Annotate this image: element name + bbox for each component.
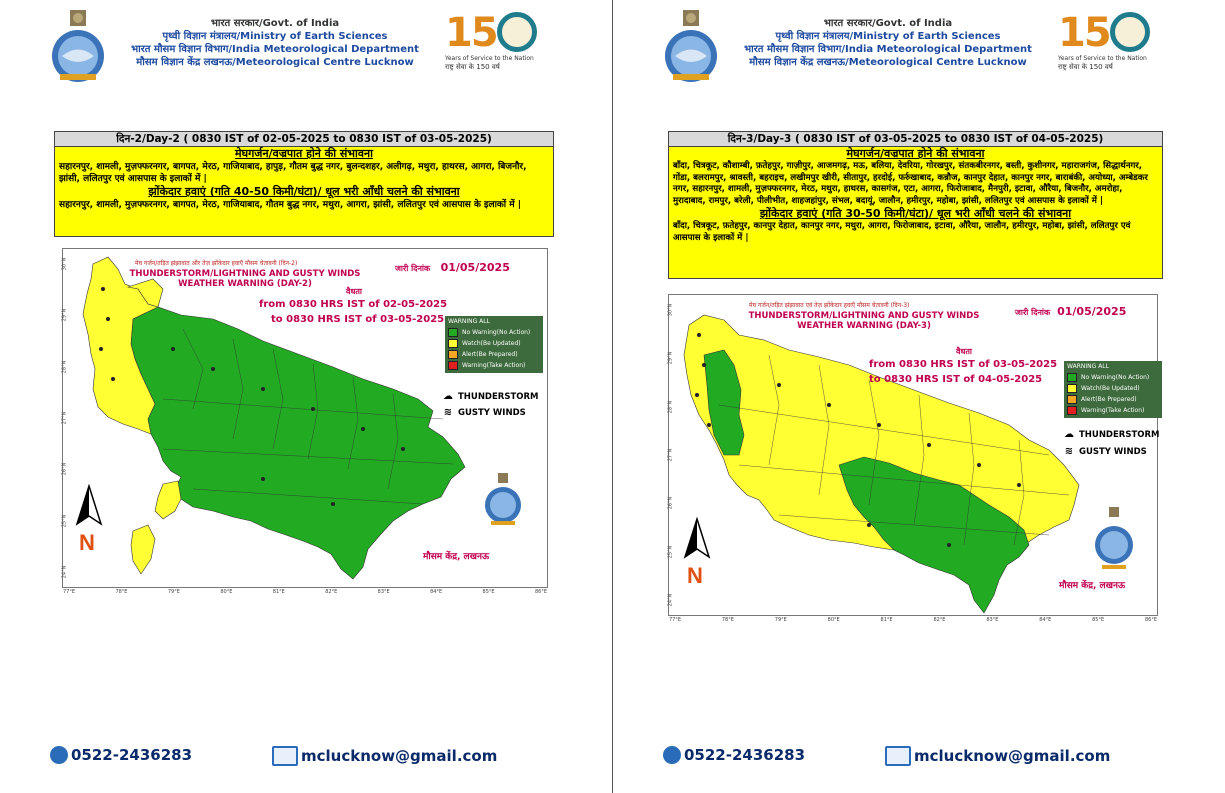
thunderstorm-section-title: मेघगर्जन/वज्रपात होने की संभावना <box>235 147 373 160</box>
issued-label: जारी दिनांक <box>1015 308 1051 317</box>
header-govt: भारत सरकार/Govt. of India <box>210 18 340 29</box>
y-tick-label: 24°N <box>667 593 674 607</box>
office-emblem-icon <box>1094 505 1134 575</box>
mail-icon <box>885 746 911 766</box>
legend-item-warning: Warning(Take Action) <box>1067 405 1159 416</box>
y-tick-label: 25°N <box>667 545 674 558</box>
y-tick-label: 26°N <box>667 497 674 510</box>
map-english-title: THUNDERSTORM/LIGHTNING AND GUSTY WINDS WEATHER WARNING (DAY-3) <box>748 311 980 331</box>
office-label: मौसम केंद्र, लखनऊ <box>1059 581 1126 591</box>
x-tick-label: 86°E <box>535 589 548 595</box>
gusty-winds-symbol: ≋ GUSTY WINDS <box>1062 446 1147 457</box>
issued-label: जारी दिनांक <box>395 264 431 273</box>
badge-sub-hi: राष्ट्र सेवा के 150 वर्ष <box>445 63 500 71</box>
validity-to-date: 04-05-2025 <box>978 374 1043 385</box>
header-imd: भारत मौसम विज्ञान विभाग/India Meteorological Department <box>131 44 419 55</box>
x-tick-label: 86°E <box>1145 617 1158 623</box>
header-text <box>733 17 1043 69</box>
map-region-yellow-lalitpur <box>131 525 155 574</box>
y-tick-label: 27°N <box>667 448 674 462</box>
north-arrow-icon <box>679 517 715 587</box>
warning-title: दिन-2/Day-2 ( 0830 IST of 02-05-2025 to 0830 IST of 03-05-2025) <box>55 132 553 147</box>
imd-150-badge: 15 Years of Service to the Nation राष्ट्र सेवा के 150 वर्ष <box>445 12 545 80</box>
y-tick-label: 27°N <box>61 411 68 425</box>
office-label: मौसम केंद्र, लखनऊ <box>423 552 490 562</box>
thunderstorm-symbol: ☁ THUNDERSTORM <box>443 391 539 402</box>
map-region-yellow-south <box>155 481 181 519</box>
x-tick-label: 85°E <box>482 589 495 595</box>
warning-legend <box>445 316 543 373</box>
warning-map-day-3 <box>667 294 1160 623</box>
legend-item-alert: Alert(Be Prepared) <box>448 349 540 360</box>
x-tick-label: 82°E <box>325 589 338 595</box>
warning-legend <box>1064 361 1162 418</box>
x-tick-label: 79°E <box>774 617 787 623</box>
x-tick-label: 83°E <box>377 589 390 595</box>
legend-item-warning: Warning(Take Action) <box>448 360 540 371</box>
legend-item-no-warning: No Warning(No Action) <box>448 327 540 338</box>
issued-date: 01/05/2025 <box>440 261 510 274</box>
legend-title: WARNING ALL <box>448 318 490 325</box>
y-tick-label: 24°N <box>61 565 68 579</box>
gusty-districts: सहारनपुर, शामली, मुज़फ्फरनगर, बागपत, मेरठ, गाजियाबाद, गौतम बुद्ध नगर, मथुरा, आगरा, झांसी, ललितपुर एवं आसपास के इलाकों में | <box>59 200 522 210</box>
warning-title: दिन-3/Day-3 ( 0830 IST of 03-05-2025 to 0830 IST of 04-05-2025) <box>669 132 1162 147</box>
badge-sub-hi: राष्ट्र सेवा के 150 वर्ष <box>1058 63 1113 71</box>
x-tick-label: 80°E <box>220 589 233 595</box>
email-address[interactable]: mclucknow@gmail.com <box>914 747 1111 765</box>
header-ministry: पृथ्वी विज्ञान मंत्रालय/Ministry of Earth Sciences <box>162 31 388 42</box>
x-tick-label: 85°E <box>1092 617 1105 623</box>
x-tick-label: 81°E <box>272 589 285 595</box>
footer-phone <box>663 746 805 764</box>
imd-emblem <box>663 8 719 84</box>
north-arrow-icon <box>71 484 107 554</box>
issued-date-line <box>1015 305 1126 318</box>
validity-block <box>869 347 1059 387</box>
badge-sub-en: Years of Service to the Nation <box>445 55 534 62</box>
wind-icon: ≋ <box>443 407 453 418</box>
validity-from: from 0830 HRS IST of <box>259 299 380 310</box>
x-tick-label: 77°E <box>669 617 682 623</box>
footer-email <box>885 746 1110 766</box>
y-tick-label: 28°N <box>61 360 68 373</box>
svg-text:N: N <box>79 530 95 554</box>
x-tick-label: 79°E <box>167 589 180 595</box>
x-tick-label: 78°E <box>721 617 734 623</box>
thunderstorm-districts: सहारनपुर, शामली, मुज़फ्फरनगर, बागपत, मेरठ, गाजियाबाद, हापुड़, गौतम बुद्ध नगर, बुलन्दशहर, अलीगढ़, मथुरा, हाथरस, आगरा, बिजनौर, झांसी, ललितपुर एवं आसपास के इलाकों में | <box>59 162 527 184</box>
thunderstorm-section-title: मेघगर्जन/वज्रपात होने की संभावना <box>846 147 985 160</box>
validity-to: to 0830 HRS IST of <box>869 374 975 385</box>
header-centre: मौसम विज्ञान केंद्र लखनऊ/Meteorological Centre Lucknow <box>136 57 414 68</box>
issued-date: 01/05/2025 <box>1057 305 1127 318</box>
imd-150-badge: 15 Years of Service to the Nation राष्ट्र सेवा के 150 वर्ष <box>1058 12 1158 80</box>
y-tick-label: 30°N <box>667 303 674 317</box>
validity-label: वैधता <box>346 287 362 296</box>
validity-block <box>259 287 449 327</box>
issued-date-line <box>395 261 510 274</box>
validity-from-date: 03-05-2025 <box>993 359 1058 370</box>
map-region-green <box>131 307 465 579</box>
warning-map-day-2 <box>61 248 548 595</box>
thunderstorm-symbol: ☁ THUNDERSTORM <box>1064 429 1160 440</box>
warning-text-box <box>54 131 554 237</box>
validity-to: to 0830 HRS IST of <box>271 314 377 325</box>
legend-title: WARNING ALL <box>1067 363 1109 370</box>
legend-item-no-warning: No Warning(No Action) <box>1067 372 1159 383</box>
y-tick-label: 30°N <box>61 257 68 271</box>
phone-number: 0522-2436283 <box>71 746 193 764</box>
office-emblem-icon <box>483 471 523 531</box>
legend-item-alert: Alert(Be Prepared) <box>1067 394 1159 405</box>
thunderstorm-districts: बाँदा, चित्रकूट, कौशाम्बी, फ़तेहपुर, गाज़ीपुर, आजमगढ़, मऊ, बलिया, देवरिया, गोरखपुर, संतकबीरनगर, बस्ती, कुशीनगर, महाराजगंज, सिद्धार्थनगर, गोंडा, बलरामपुर, श्रावस्ती, बहराइच, लखीमपुर खीरी, सीतापुर, हरदोई, फर्रुखाबाद, कन्नौज, कानपुर देहात, कानपुर नगर, बाराबंकी, अयोध्या, अम्बेडकर नगर, सहारनपुर, शामली, मुज़फ्फरनगर, मेरठ, मथुरा, हाथरस, कासगंज, एटा, आगरा, फिरोजाबाद, मैनपुरी, इटावा, औरैया, बिजनौर, अमरोहा, मुरादाबाद, रामपुर, बरेली, पीलीभीत, शाहजहांपुर, संभल, बदायूं, जालौन, हमीरपुर, महोबा, झांसी, ललितपुर एवं आसपास के इलाकों में | <box>673 161 1148 206</box>
email-address[interactable]: mclucknow@gmail.com <box>301 747 498 765</box>
page-day-3 <box>613 0 1225 793</box>
imd-emblem <box>50 8 106 84</box>
validity-from-date: 02-05-2025 <box>383 299 448 310</box>
x-tick-label: 84°E <box>1039 617 1052 623</box>
gusty-districts: बाँदा, चित्रकूट, फ़तेहपुर, कानपुर देहात, कानपुर नगर, मथुरा, आगरा, फिरोजाबाद, इटावा, औरैया, जालौन, हमीरपुर, महोबा, झांसी, ललितपुर एवं आसपास के इलाकों में | <box>673 221 1131 243</box>
x-tick-label: 82°E <box>933 617 946 623</box>
header-centre: मौसम विज्ञान केंद्र लखनऊ/Meteorological Centre Lucknow <box>749 57 1027 68</box>
x-tick-label: 78°E <box>115 589 128 595</box>
validity-to-date: 03-05-2025 <box>380 314 445 325</box>
x-tick-label: 80°E <box>827 617 840 623</box>
x-tick-label: 83°E <box>986 617 999 623</box>
y-tick-label: 29°N <box>667 352 674 365</box>
y-tick-label: 25°N <box>61 514 68 527</box>
footer-email <box>272 746 497 766</box>
cloud-lightning-icon: ☁ <box>443 391 453 402</box>
header-imd: भारत मौसम विज्ञान विभाग/India Meteorological Department <box>744 44 1032 55</box>
map-hindi-title: मेघ गर्जन/तड़ित झंझावात और तेज़ झोंकेदार हवाएँ मौसम चेतावनी (दिन-2) <box>135 260 298 267</box>
x-tick-label: 84°E <box>430 589 443 595</box>
validity-label: वैधता <box>956 347 972 356</box>
x-tick-label: 77°E <box>63 589 76 595</box>
gusty-section-title: झोंकेदार हवाएं (गति 30-50 किमी/घंटा)/ धूल भरी आँधी चलने की संभावना <box>759 207 1072 220</box>
badge-ring-icon <box>1110 12 1150 52</box>
legend-item-watch: Watch(Be Updated) <box>1067 383 1159 394</box>
y-tick-label: 28°N <box>667 400 674 413</box>
y-tick-label: 29°N <box>61 309 68 322</box>
badge-ring-icon <box>497 12 537 52</box>
wind-icon: ≋ <box>1064 446 1074 457</box>
warning-text-box <box>668 131 1163 279</box>
mail-icon <box>272 746 298 766</box>
x-tick-label: 81°E <box>880 617 893 623</box>
map-hindi-title: मेघ गर्जन/तड़ित झंझावात एवं तेज़ झोंकेदार हवाएँ मौसम चेतावनी (दिन-3) <box>749 302 910 309</box>
map-english-title: THUNDERSTORM/LIGHTNING AND GUSTY WINDS WEATHER WARNING (DAY-2) <box>129 269 361 289</box>
badge-digit-1: 1 <box>445 10 471 56</box>
validity-from: from 0830 HRS IST of <box>869 359 990 370</box>
header-text <box>120 17 430 69</box>
svg-text:N: N <box>687 563 703 587</box>
gusty-section-title: झोंकेदार हवाएं (गति 40-50 किमी/घंटा)/ धूल भरी आँधी चलने की संभावना <box>148 185 460 198</box>
phone-icon <box>663 746 681 764</box>
legend-item-watch: Watch(Be Updated) <box>448 338 540 349</box>
badge-sub-en: Years of Service to the Nation <box>1058 55 1147 62</box>
phone-icon <box>50 746 68 764</box>
footer-phone <box>50 746 192 764</box>
cloud-lightning-icon: ☁ <box>1064 429 1074 440</box>
phone-number: 0522-2436283 <box>684 746 806 764</box>
gusty-winds-symbol: ≋ GUSTY WINDS <box>441 407 526 418</box>
y-tick-label: 26°N <box>61 463 68 476</box>
header-ministry: पृथ्वी विज्ञान मंत्रालय/Ministry of Earth Sciences <box>775 31 1001 42</box>
header-govt: भारत सरकार/Govt. of India <box>823 18 953 29</box>
